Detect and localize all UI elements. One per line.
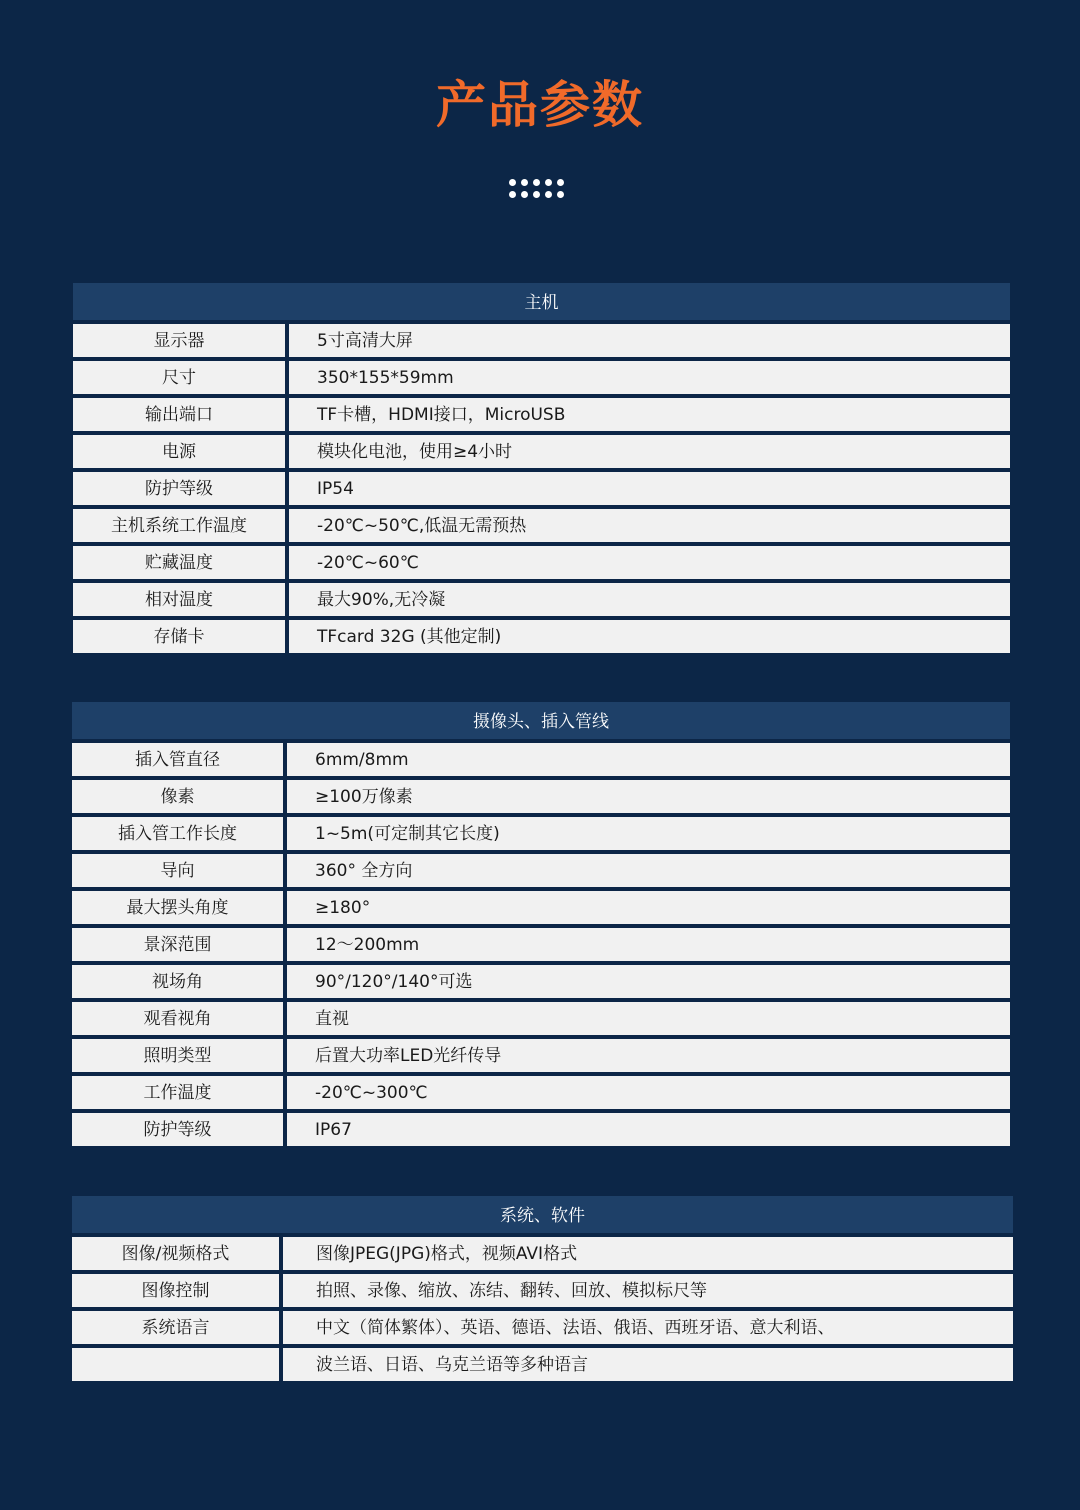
table-row [73, 509, 1010, 542]
table-row [73, 324, 1010, 357]
row-label: 相对温度 [73, 583, 285, 616]
table-row [72, 1237, 1013, 1270]
table-row [73, 583, 1010, 616]
row-value: 90°/120°/140°可选 [287, 965, 1010, 998]
table-row [72, 743, 1010, 776]
row-label: 存储卡 [73, 620, 285, 653]
table-row [72, 780, 1010, 813]
row-value: -20℃~60℃ [289, 546, 1010, 579]
row-label: 防护等级 [73, 472, 285, 505]
row-label: 主机系统工作温度 [73, 509, 285, 542]
row-value: IP54 [289, 472, 1010, 505]
table-row [72, 1311, 1013, 1344]
row-label: 像素 [72, 780, 283, 813]
row-label: 显示器 [73, 324, 285, 357]
table-row [73, 546, 1010, 579]
table-row [72, 965, 1010, 998]
section-header: 摄像头、插入管线 [72, 702, 1010, 739]
table-row [73, 472, 1010, 505]
table-row [72, 1039, 1010, 1072]
table-row [72, 1113, 1010, 1146]
row-label: 视场角 [72, 965, 283, 998]
row-value: -20℃~300℃ [287, 1076, 1010, 1109]
table-row [72, 1348, 1013, 1381]
row-value: 1~5m(可定制其它长度) [287, 817, 1010, 850]
row-label [72, 1348, 279, 1381]
row-label: 导向 [72, 854, 283, 887]
row-value: IP67 [287, 1113, 1010, 1146]
row-value: 直视 [287, 1002, 1010, 1035]
row-label: 防护等级 [72, 1113, 283, 1146]
row-label: 观看视角 [72, 1002, 283, 1035]
table-row [72, 854, 1010, 887]
row-label: 图像控制 [72, 1274, 279, 1307]
section-header: 主机 [73, 283, 1010, 320]
row-value: 波兰语、日语、乌克兰语等多种语言 [283, 1348, 1013, 1381]
row-value: 中文（简体繁体）、英语、德语、法语、俄语、西班牙语、意大利语、 [283, 1311, 1013, 1344]
table-row [72, 891, 1010, 924]
row-label: 尺寸 [73, 361, 285, 394]
row-value: ≥100万像素 [287, 780, 1010, 813]
row-value: 拍照、录像、缩放、冻结、翻转、回放、模拟标尺等 [283, 1274, 1013, 1307]
dot-ornament [509, 179, 573, 201]
row-label: 最大摆头角度 [72, 891, 283, 924]
table-row [73, 620, 1010, 653]
row-label: 电源 [73, 435, 285, 468]
table-row [73, 398, 1010, 431]
row-label: 贮藏温度 [73, 546, 285, 579]
table-row [73, 435, 1010, 468]
row-label: 插入管直径 [72, 743, 283, 776]
table-row [72, 1076, 1010, 1109]
page-title: 产品参数 [436, 76, 644, 134]
row-label: 图像/视频格式 [72, 1237, 279, 1270]
row-label: 插入管工作长度 [72, 817, 283, 850]
table-row [72, 928, 1010, 961]
row-value: 图像JPEG(JPG)格式，视频AVI格式 [283, 1237, 1013, 1270]
table-row [73, 361, 1010, 394]
row-label: 系统语言 [72, 1311, 279, 1344]
section-host [73, 283, 1010, 653]
row-value: 后置大功率LED光纤传导 [287, 1039, 1010, 1072]
row-value: 模块化电池，使用≥4小时 [289, 435, 1010, 468]
row-value: 350*155*59mm [289, 361, 1010, 394]
section-camera [72, 702, 1010, 1146]
row-label: 景深范围 [72, 928, 283, 961]
row-value: 360° 全方向 [287, 854, 1010, 887]
row-value: -20℃~50℃,低温无需预热 [289, 509, 1010, 542]
row-label: 输出端口 [73, 398, 285, 431]
row-label: 照明类型 [72, 1039, 283, 1072]
table-row [72, 817, 1010, 850]
row-value: TF卡槽，HDMI接口，MicroUSB [289, 398, 1010, 431]
table-row [72, 1274, 1013, 1307]
row-value: 12～200mm [287, 928, 1010, 961]
row-value: 5寸高清大屏 [289, 324, 1010, 357]
row-value: ≥180° [287, 891, 1010, 924]
table-row [72, 1002, 1010, 1035]
row-value: TFcard 32G (其他定制) [289, 620, 1010, 653]
row-value: 最大90%,无冷凝 [289, 583, 1010, 616]
row-label: 工作温度 [72, 1076, 283, 1109]
row-value: 6mm/8mm [287, 743, 1010, 776]
section-software [72, 1196, 1013, 1381]
section-header: 系统、软件 [72, 1196, 1013, 1233]
